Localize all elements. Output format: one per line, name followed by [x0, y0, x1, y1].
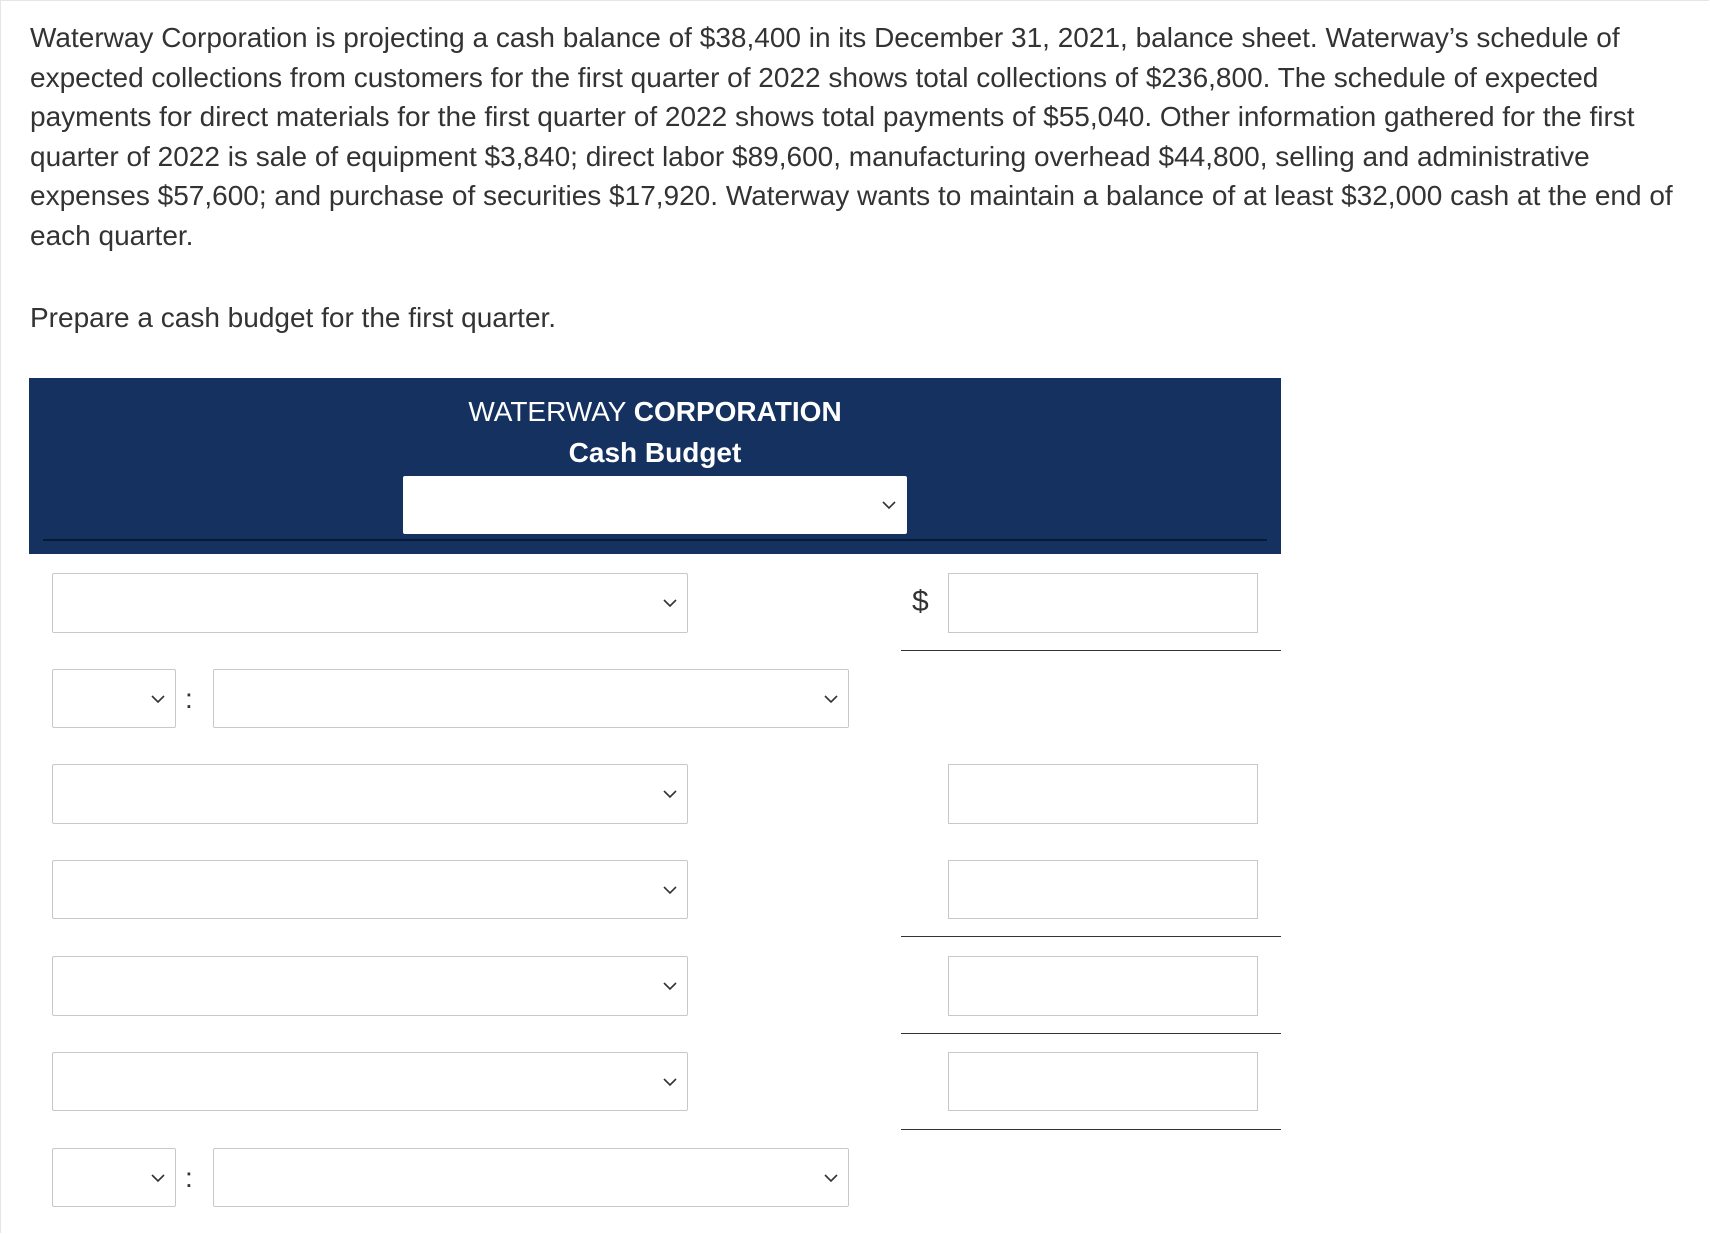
row-5-label-select[interactable] — [52, 956, 688, 1016]
statement-title: Cash Budget — [568, 437, 742, 468]
budget-header — [29, 378, 1281, 554]
row-4-amount-input[interactable] — [948, 860, 1258, 919]
chevron-down-icon — [824, 1171, 838, 1185]
row-4-underline — [901, 936, 1281, 937]
row-2-prefix-select[interactable] — [52, 669, 176, 728]
row-4-label-select[interactable] — [52, 860, 688, 919]
row-6-label-select[interactable] — [52, 1052, 688, 1111]
row-3-label-select[interactable] — [52, 764, 688, 824]
row-5-amount-input[interactable] — [948, 956, 1258, 1016]
chevron-down-icon — [663, 1075, 677, 1089]
chevron-down-icon — [663, 596, 677, 610]
chevron-down-icon — [882, 498, 896, 512]
header-divider — [43, 539, 1267, 541]
problem-statement: Waterway Corporation is projecting a cash balance of $38,400 in its December 31, 2021, balance sheet. Waterway’s schedule of expected collections from customers for the first quarter of 2022 shows total collections of $236,800. The schedule of expected payments for direct materials for the first quarter of 2022 shows total payments of $55,040. Other information gathered for the first quarter of 2022 is sale of equipment $3,840; direct labor $89,600, manufacturing overhead $44,800, selling and administrative expenses $57,600; and purchase of securities $17,920. Waterway wants to maintain a balance of at least $32,000 cash at the end of each quarter. — [30, 22, 1673, 251]
company-name-part-1: WATERWAY — [468, 396, 634, 427]
chevron-down-icon — [663, 979, 677, 993]
row-5-underline — [901, 1033, 1281, 1034]
row-7-colon: : — [185, 1162, 193, 1193]
row-3-amount-input[interactable] — [948, 764, 1258, 824]
period-select[interactable] — [403, 476, 907, 534]
row-1-amount-input[interactable] — [948, 573, 1258, 633]
row-1-underline — [901, 650, 1281, 651]
chevron-down-icon — [663, 787, 677, 801]
instruction-text: Prepare a cash budget for the first quarter. — [30, 302, 557, 333]
currency-symbol: $ — [912, 585, 929, 618]
chevron-down-icon — [151, 1171, 165, 1185]
chevron-down-icon — [663, 883, 677, 897]
company-name-part-2: CORPORATION — [633, 396, 842, 427]
chevron-down-icon — [151, 692, 165, 706]
company-name — [29, 392, 1281, 432]
row-2-label-select[interactable] — [213, 669, 849, 728]
row-1-label-select[interactable] — [52, 573, 688, 633]
chevron-down-icon — [824, 692, 838, 706]
row-6-amount-input[interactable] — [948, 1052, 1258, 1111]
row-7-label-select[interactable] — [213, 1148, 849, 1207]
row-6-underline — [901, 1129, 1281, 1130]
row-2-colon: : — [185, 683, 193, 714]
row-7-prefix-select[interactable] — [52, 1148, 176, 1207]
